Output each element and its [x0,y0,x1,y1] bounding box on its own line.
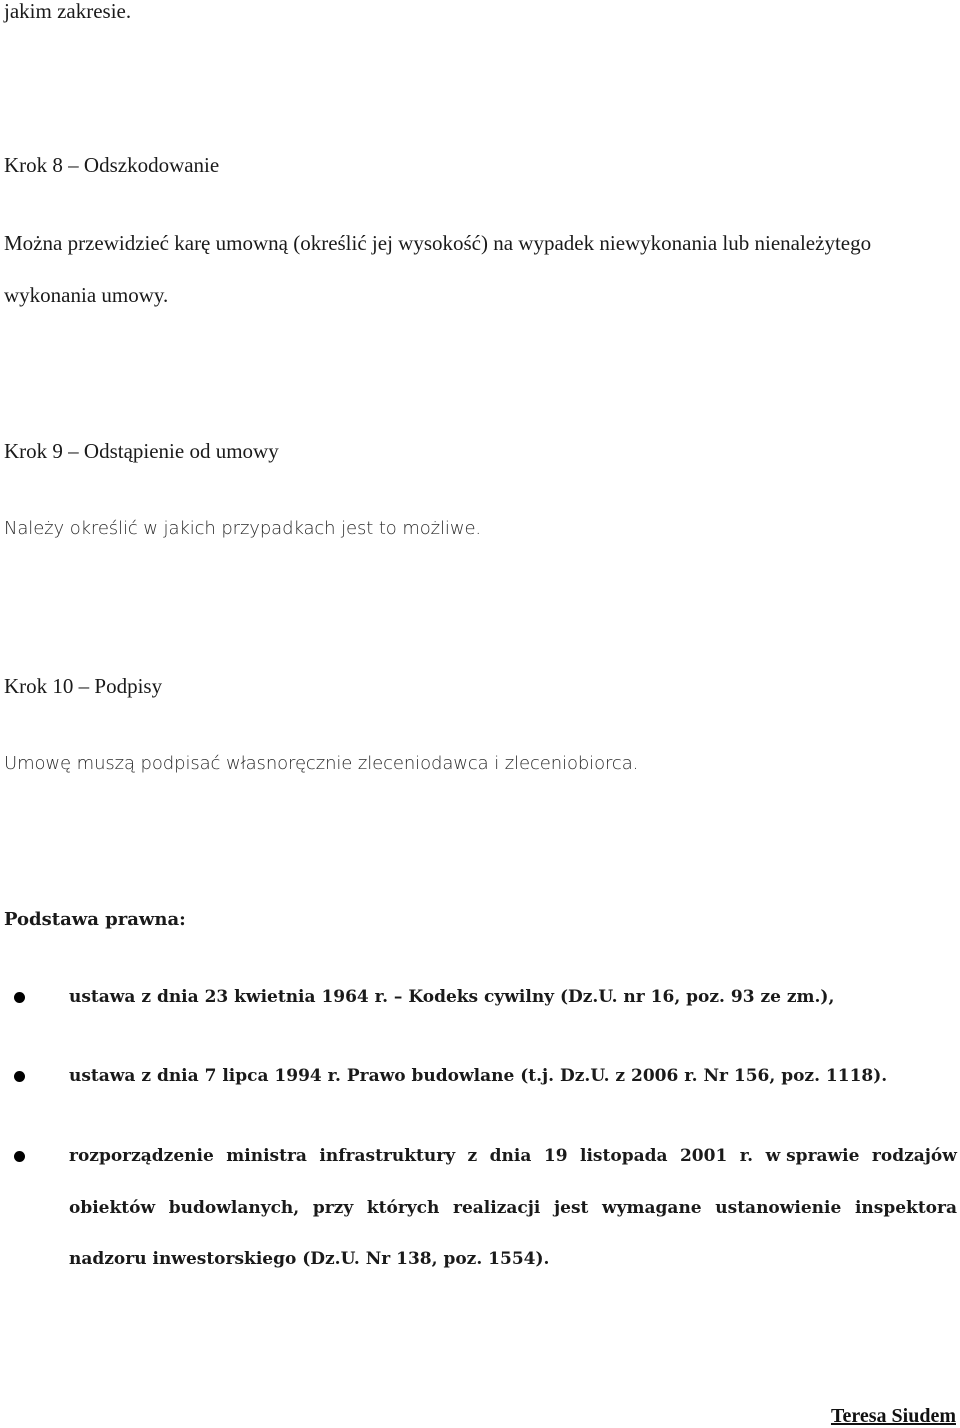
legal-basis-long-item-line-1 [69,1146,957,1166]
word: których [366,1198,440,1218]
word: dnia [489,1146,532,1166]
word: listopada [580,1146,668,1166]
author-signature: Teresa Siudem [830,1405,956,1427]
word: obiektów [69,1198,156,1218]
word: realizacji [453,1198,541,1218]
bullet-icon [14,1071,25,1082]
word: ministra [226,1146,307,1166]
word: ustanowienie [715,1198,842,1218]
legal-basis-long-item-line-2 [69,1198,957,1218]
section-heading-krok-9: Krok 9 – Odstąpienie od umowy [4,439,279,463]
word: jest [554,1198,589,1218]
word: rozporządzenie [69,1146,214,1166]
section-paragraph-krok-8-line-2: wykonania umowy. [4,283,169,307]
word: w sprawie [765,1146,860,1166]
legal-basis-heading: Podstawa prawna: [4,909,186,930]
word: r. [739,1146,754,1166]
word: 2001 [679,1146,728,1166]
top-text-fragment: jakim zakresie. [4,0,132,23]
word: 19 [543,1146,568,1166]
word: inspektora [854,1198,957,1218]
word: budowlanych, [168,1198,300,1218]
section-heading-krok-8: Krok 8 – Odszkodowanie [4,153,220,177]
legal-basis-item-text: ustawa z dnia 23 kwietnia 1964 r. – Kodeks cywilny (Dz.U. nr 16, poz. 93 ze zm.), [69,987,835,1007]
word: wymagane [602,1198,702,1218]
section-paragraph-krok-9: Należy określić w jakich przypadkach jest to możliwe. [4,518,482,539]
legal-basis-long-item-line-3: nadzoru inwestorskiego (Dz.U. Nr 138, poz. 1554). [69,1249,550,1269]
section-heading-krok-10: Krok 10 – Podpisy [4,674,163,698]
word: infrastruktury [319,1146,456,1166]
legal-basis-item-text: ustawa z dnia 7 lipca 1994 r. Prawo budowlane (t.j. Dz.U. z 2006 r. Nr 156, poz. 1118). [69,1066,888,1086]
word: przy [312,1198,354,1218]
word: rodzajów [871,1146,957,1166]
word: z [467,1146,478,1166]
section-paragraph-krok-8-line-1: Można przewidzieć karę umowną (określić jej wysokość) na wypadek niewykonania lub nienależytego [4,231,872,255]
section-paragraph-krok-10: Umowę muszą podpisać własnoręcznie zleceniodawca i zleceniobiorca. [4,753,639,774]
bullet-icon [14,1151,25,1162]
bullet-icon [14,992,25,1003]
